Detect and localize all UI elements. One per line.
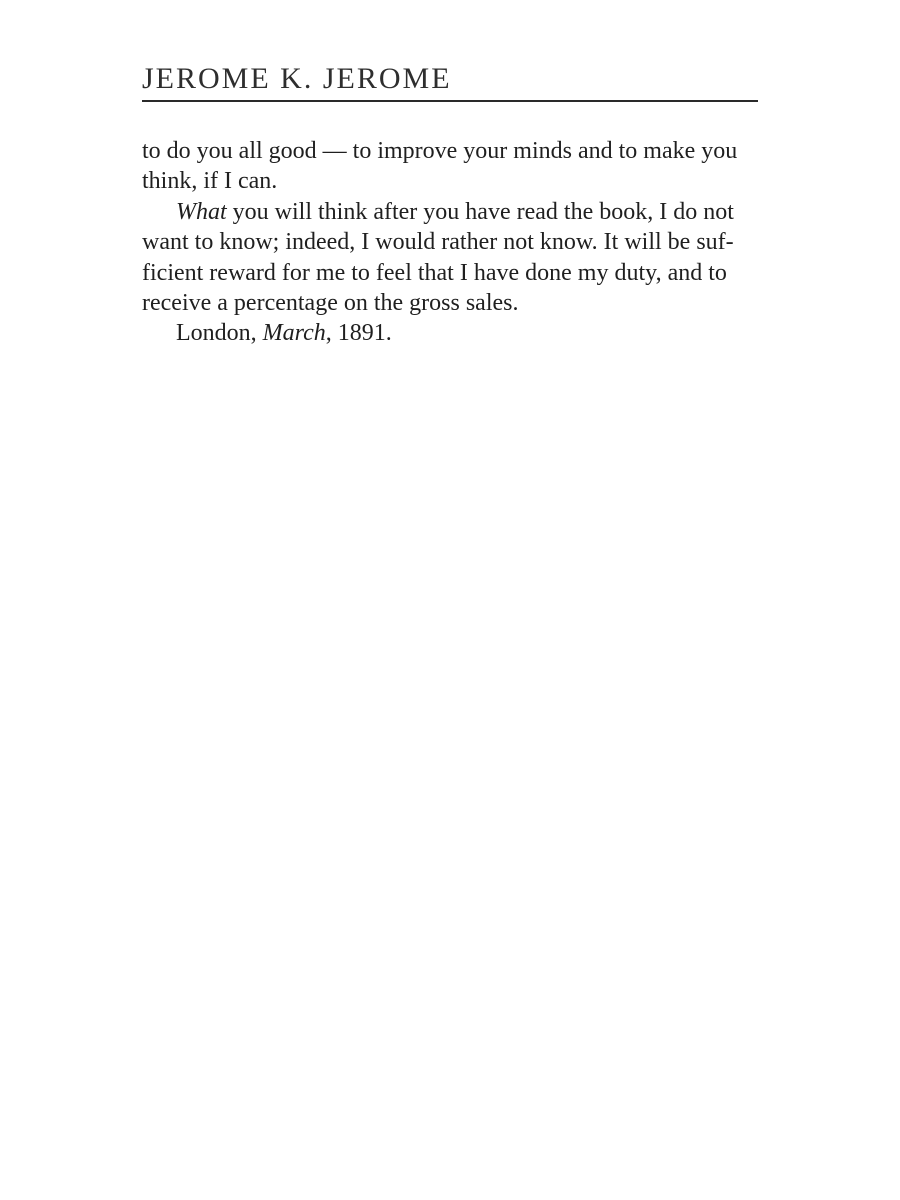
text-line — [142, 318, 760, 348]
text-line: want to know; indeed, I would rather not know. It will be suf- — [142, 229, 734, 256]
text-line — [142, 197, 760, 227]
dateline-year: , 1891. — [325, 320, 392, 347]
dateline-place: London, — [176, 320, 263, 347]
text-line: to do you all good — to improve your minds and to make you — [142, 138, 738, 164]
body-text — [142, 136, 760, 349]
text-line: ficient reward for me to feel that I have done my duty, and to — [142, 259, 727, 286]
italic-word: What — [176, 198, 227, 225]
dateline — [142, 318, 760, 348]
text-line: think, if I can. — [142, 168, 278, 195]
paragraph-2 — [142, 197, 760, 319]
running-head — [142, 64, 758, 102]
dateline-month: March — [262, 320, 326, 347]
running-head-title: JEROME K. JEROME — [142, 62, 452, 95]
text-fragment: you will think after you have read the book, I do not — [226, 198, 734, 225]
paragraph-1 — [142, 136, 760, 197]
text-line: receive a percentage on the gross sales. — [142, 290, 519, 317]
